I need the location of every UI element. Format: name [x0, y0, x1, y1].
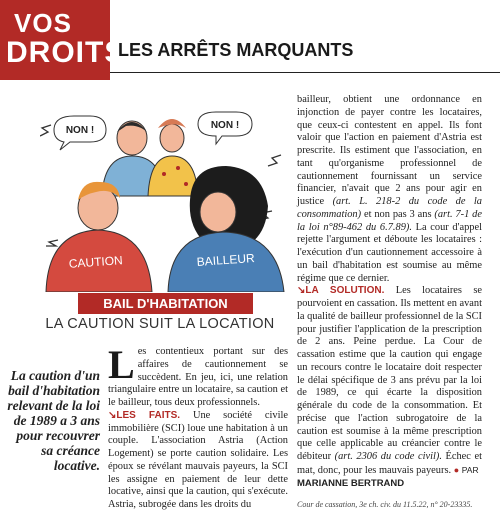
- pull-quote: La caution d'un bail d'habitation relevant de la loi de 1989 a 3 ans pour recouvrer sa créance locative.: [7, 368, 100, 473]
- intro-text: es contentieux portant sur des affaires de cautionnement se succèdent. En jeu, ici, une relation triangulaire entre un locataire, sa caution et le bailleur, tous deux professionnels.: [108, 346, 288, 408]
- end-mark-icon: ●: [453, 464, 460, 475]
- body-text: Les locataires se pourvoient en cassation. Ils mettent en avant la qualité de bailleur professionnel de la SCI pour justifier l'application de la prescription de 2 ans. Peine perdue. La Cour de cassation estime que la caution qui engage un recours contre le locataire doit respecter le délai spécifique de 3 ans prévu par la loi de 1989, ce qui écarte la disposition générale du code de la consommation. Et précise que l'action subrogatoire de la caution est soumise à la même prescription que celle applicable au créancier contre le débiteur: [297, 285, 482, 462]
- bubble-left-text: NON !: [65, 125, 95, 136]
- legal-ref: (art. 2306 du code civil).: [334, 451, 442, 462]
- body-text: Échec et mat, donc, pour les mauvais payeurs.: [297, 451, 482, 476]
- article-subhead: LA CAUTION SUIT LA LOCATION: [45, 316, 275, 332]
- body-text: La cour d'appel rejette l'argument et déboute les locataires : l'exécution d'un cautionnement accessoire à un bail d'habitation est soumise au même régime que ce dernier.: [297, 221, 482, 284]
- column-2: [297, 94, 482, 490]
- person-caution: [46, 182, 152, 292]
- kicker-badge: BAIL D'HABITATION: [78, 293, 253, 314]
- tag-line-1: VOS: [14, 8, 72, 38]
- byline-par: PAR: [461, 464, 479, 475]
- solution-paragraph: [297, 285, 482, 490]
- header-rule: [110, 72, 500, 73]
- faits-paragraph: [108, 410, 288, 512]
- tag-line-2: DROITS: [6, 36, 126, 69]
- author-name: MARIANNE BERTRAND: [297, 477, 405, 489]
- section-title: LES ARRÊTS MARQUANTS: [118, 40, 354, 60]
- court-reference: Cour de cassation, 3e ch. civ. du 11.5.22, n° 20-23335.: [297, 500, 473, 509]
- speech-bubble-left: [54, 116, 106, 150]
- drop-cap: L: [108, 342, 135, 387]
- speech-bubble-right: [198, 112, 252, 144]
- continuation-paragraph: [297, 94, 482, 285]
- solution-label: ↘LA SOLUTION.: [297, 285, 385, 297]
- bailleur-shirt-text: BAILLEUR: [196, 251, 256, 270]
- intro-paragraph: [108, 342, 288, 410]
- illustration: [40, 96, 290, 292]
- body-text: bailleur, obtient une ordonnance en injonction de payer contre les locataires, que ceux-ci contestent en appel. Ils font valoir que l'action en paiement d'Astria est prescrite. Ils estiment que l'association, en tant qu'organisme professionnel de cautionnement fournissant un service financier, n'avait que 2 ans pour agir en justice: [297, 94, 482, 207]
- column-1: [108, 342, 288, 512]
- legal-ref: (art. 7-1 de la loi n°89-462 du 6.7.89).: [297, 208, 482, 233]
- faits-label: ↘LES FAITS.: [108, 409, 181, 421]
- vos-droits-tag: [0, 0, 126, 80]
- person-right-back: [148, 119, 198, 196]
- caution-shirt-text: CAUTION: [68, 253, 124, 271]
- body-text: et non pas 3 ans: [361, 208, 435, 220]
- legal-ref: (art. L. 218-2 du code de la consommation): [297, 196, 482, 220]
- faits-text: Une société civile immobilière (SCI) loue une habitation à un couple. L'association Astria (Action Logement) se porte caution solidaire. Les époux se révélant mauvais payeurs, la SCI les assigne en paiement de leur dette locative, ainsi que la caution, qui s'exécute. Astria, subrogée dans les droits du: [108, 409, 288, 510]
- bubble-right-text: NON !: [210, 120, 240, 131]
